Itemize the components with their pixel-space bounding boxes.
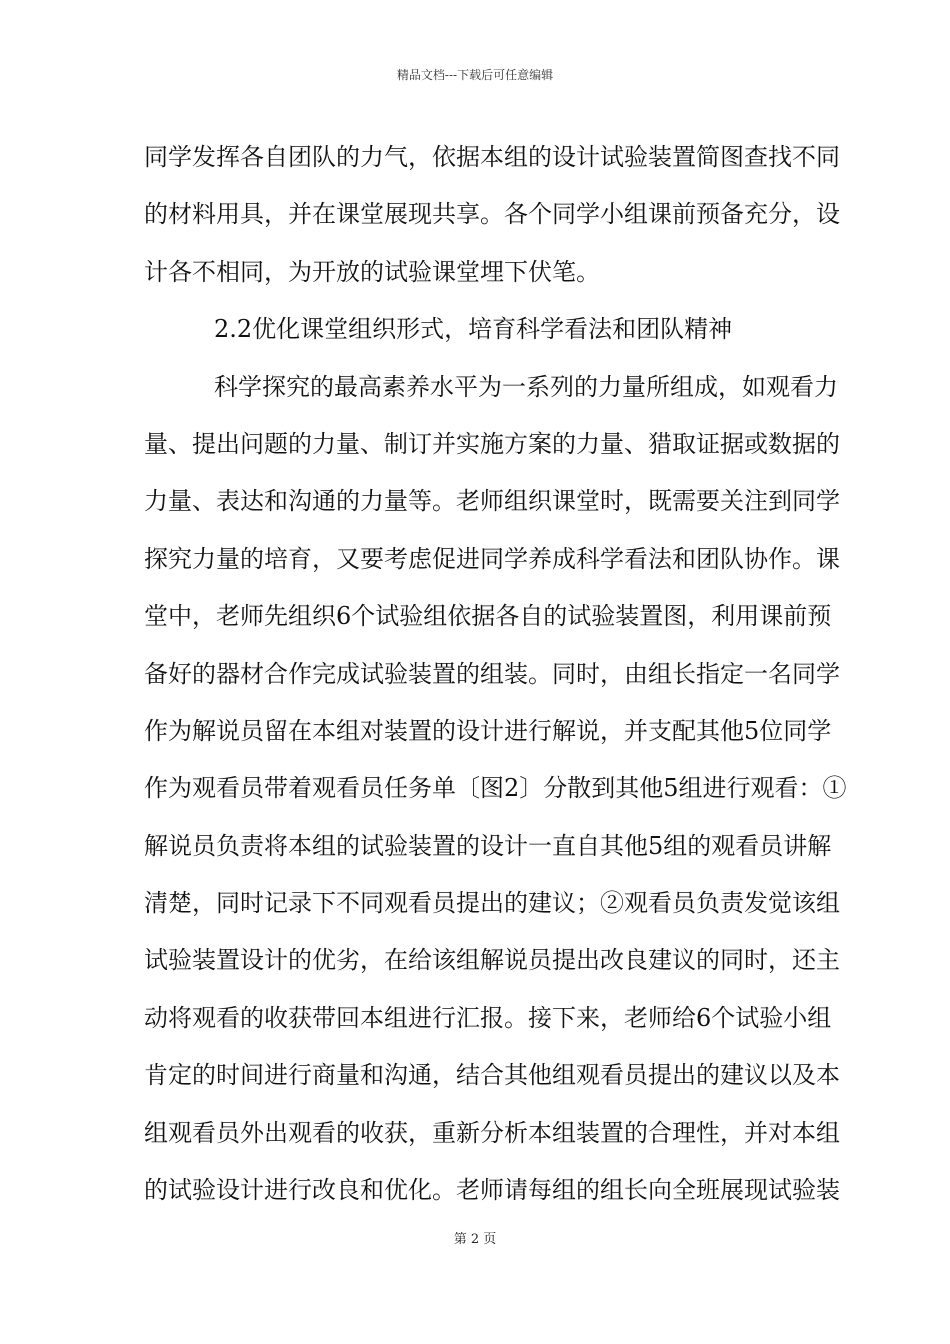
- page-number: 第 2 页: [453, 1232, 497, 1247]
- paragraph-first-line: 科学探究的最高素养水平为一系列的力量所组成，如观看力: [214, 372, 838, 401]
- text-line: 同学发挥各自团队的力气，依据本组的设计试验装置简图查找不同: [144, 143, 840, 171]
- text-line: 作为观看员带着观看员任务单〔图2〕分散到其他5组进行观看：①: [144, 774, 847, 803]
- text-line: 探究力量的培育，又要考虑促进同学养成科学看法和团队协作。课: [144, 544, 840, 573]
- text-line: 的试验设计进行改良和优化。老师请每组的组长向全班展现试验装: [144, 1176, 840, 1205]
- text-line: 力量、表达和沟通的力量等。老师组织课堂时，既需要关注到同学: [144, 487, 840, 516]
- section-heading: 2.2优化课堂组织形式，培育科学看法和团队精神: [214, 315, 733, 344]
- text-line: 备好的器材合作完成试验装置的组装。同时，由组长指定一名同学: [144, 659, 840, 688]
- document-body: [144, 129, 847, 1219]
- text-line: 量、提出问题的力量、制订并实施方案的力量、猎取证据或数据的: [144, 429, 840, 458]
- text-line: 的材料用具，并在课堂展现共享。各个同学小组课前预备充分，设: [144, 200, 840, 229]
- text-line: 清楚，同时记录下不同观看员提出的建议；②观看员负责发觉该组: [144, 889, 840, 918]
- text-line: 动将观看的收获带回本组进行汇报。接下来，老师给6个试验小组: [144, 1003, 832, 1032]
- text-line: 组观看员外出观看的收获，重新分析本组装置的合理性，并对本组: [144, 1118, 840, 1147]
- text-line: 试验装置设计的优劣，在给该组解说员提出改良建议的同时，还主: [144, 946, 840, 975]
- text-line: 作为解说员留在本组对装置的设计进行解说，并支配其他5位同学: [144, 716, 832, 745]
- text-line: 肯定的时间进行商量和沟通，结合其他组观看员提出的建议以及本: [144, 1061, 840, 1090]
- text-line: 解说员负责将本组的试验装置的设计一直自其他5组的观看员讲解: [144, 831, 832, 860]
- text-line: 堂中，老师先组织6个试验组依据各自的试验装置图，利用课前预: [144, 602, 832, 631]
- text-line: 计各不相同，为开放的试验课堂埋下伏笔。: [144, 257, 600, 286]
- page-header: 精品文档---下载后可任意编辑: [396, 68, 554, 82]
